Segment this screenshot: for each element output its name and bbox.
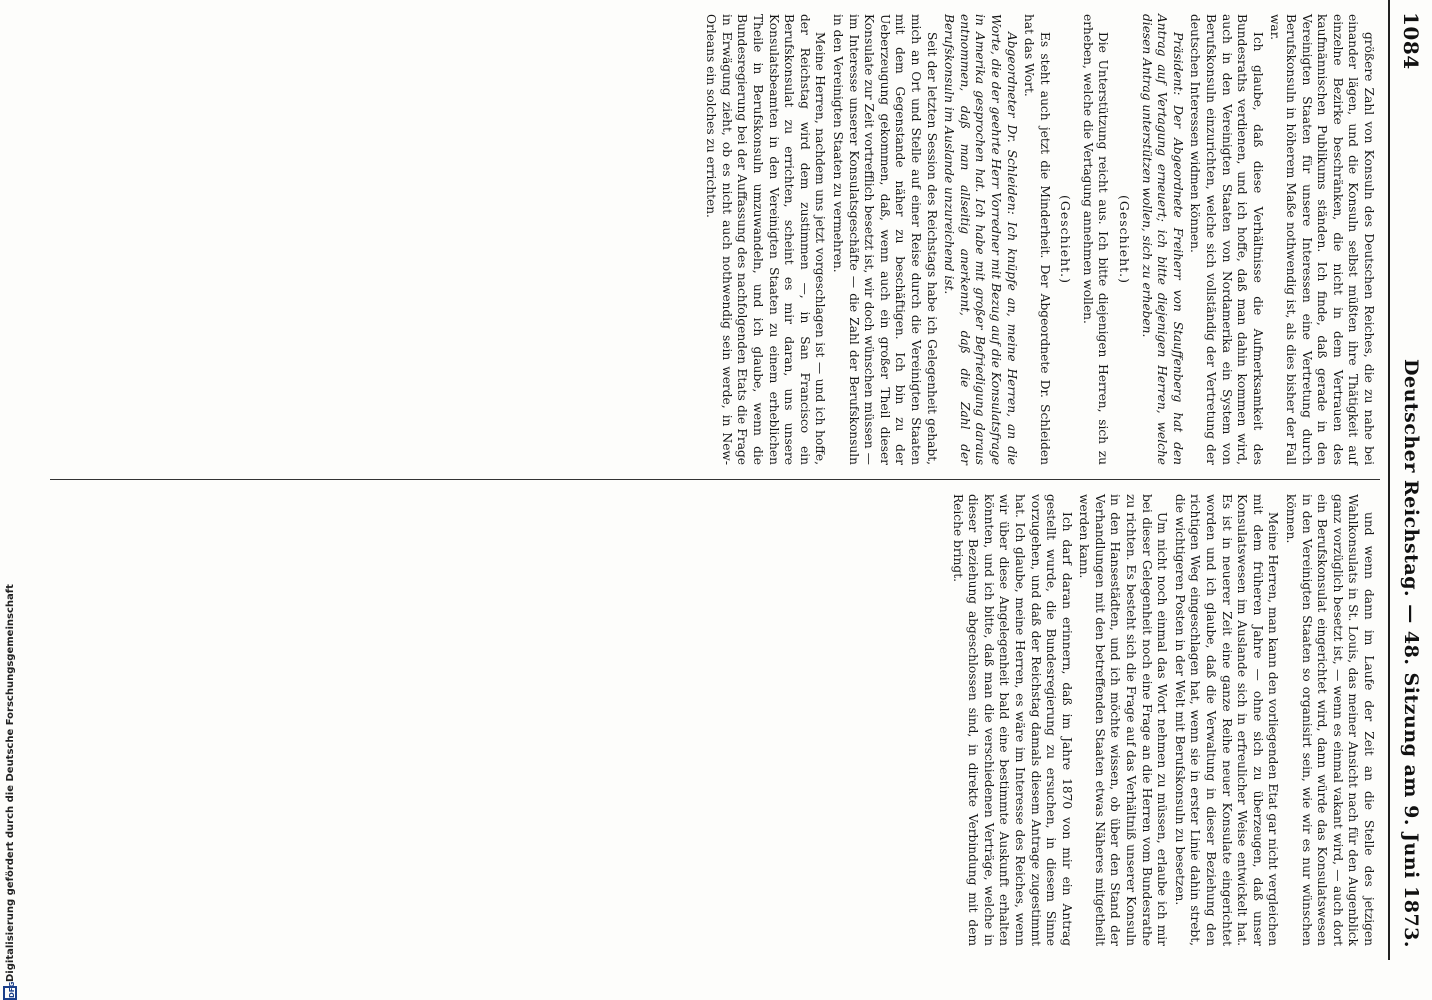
stage-direction: (Geschieht.) [1117,194,1133,285]
paragraph: Ich glaube, daß diese Verhältnisse die Aufmerksamkeit des Bundesraths verdienen, und ich hoffe, daß man dahin kommen wird, auch in den Vereinigten Staaten von Nordamerika ein System von Berufskonsuln einzurichten, welche sich vollständig der Vertretung der deutschen Interessen widmen können. [1188,14,1265,465]
stage-direction: (Geschieht.) [1058,194,1074,285]
page-header [1388,0,1432,960]
paragraph: Meine Herren, man kann den vorliegenden Etat gar nicht vergleichen mit dem früheren Jahre — ohne sich zu überzeugen, daß unser Konsulatswesen im Auslande sich in erfreulicher Weise entwickelt hat. Es ist in neuerer Zeit eine ganze Reihe neuer Konsulate eingerichtet worden und ich glaube, daß die Verwaltung in dieser Beziehung den richtigen Weg eingeschlagen hat, wenn sie in erster Linie dahin strebt, die wichtigeren Posten in der Welt mit Berufskonsuln zu besetzen. [1172,494,1281,946]
dfg-logo-icon: DFG [3,986,17,1000]
paragraph: Ich darf daran erinnern, daß im Jahre 1870 von mir ein Antrag gestellt wurde, die Bundesregierung zu ersuchen, in diesem Sinne vorzugehen, und daß der Reichstag damals diesem Antrage zugestimmt hat. Ich glaube, meine Herren, es wäre im Interesse des Reiches, wenn wir über diese Angelegenheit bald eine bestimmte Auskunft erhalten könnten, und ich bitte, daß man die verschiedenen Verträge, welche in dieser Beziehung abgeschlossen sind, in direkte Verbindung mit dem Reiche bringt. [950,494,1074,946]
right-column [50,480,1380,960]
digitization-credit [3,400,17,1000]
paragraph: Die Unterstützung reicht aus. Ich bitte diejenigen Herren, sich zu erheben, welche die Vertagung annehmen wollen. [1080,14,1111,465]
credit-text: Digitalisierung gefördert durch die Deutsche Forschungsgemeinschaft [4,584,16,982]
paragraph: Um nicht noch einmal das Wort nehmen zu müssen, erlaube ich mir bei dieser Gelegenheit noch eine Frage an die Herren vom Bundesrathe zu richten. Es besteht sich die Frage auf das Verhältniß unserer Konsuln in den Hansestädten, und ich möchte wissen, ob über den Stand der Verhandlungen mit den betreffenden Staaten etwas Näheres mitgetheilt werden kann. [1077,494,1170,946]
paragraph: Es steht auch jetzt die Minderheit. Der Abgeordnete Dr. Schleiden hat das Wort. [1022,14,1052,465]
page-number: 1084 [1399,12,1423,70]
page-running-title: Deutscher Reichstag. — 48. Sitzung am 9. Juni 1873. [1400,359,1422,948]
paragraph: und wenn dann im Laufe der Zeit an die Stelle des jetzigen Wahlkonsulats in St. Louis, das meiner Ansicht nach für den Augenblick ganz vorzüglich besetzt ist, — wenn es einmal vakant wird, — auch dort ein Berufskonsulat eingerichtet wird, dann würde das Konsulatswesen in den Vereinigten Staaten so organisirt sein, wie wir es nur wünschen können. [1284,494,1376,946]
paragraph: Abgeordneter Dr. Schleiden: Ich knüpfe an, meine Herren, an die Worte, die der geehrte Herr Vorredner mit Bezug auf die Konsulatsfrage in Amerika gesprochen hat. Ich habe mit großer Befriedigung daraus entnommen, daß man allseitig anerkennt, daß die Zahl der Berufskonsuln im Auslande unzureichend ist. [942,14,1019,465]
left-column [50,0,1380,480]
rotated-page-content [32,0,1432,960]
paragraph: größere Zahl von Konsuln des Deutschen Reiches, die zu nahe bei einander lägen, und die Konsuln selbst müßten ihre Thätigkeit auf einzelne Bezirke beschränken, die nicht in dem Vertrauen des kaufmännischen Publikums ständen. Ich finde, daß gerade in den Vereinigten Staaten für unsere Interessen eine Vertretung durch Berufskonsuln in höherem Maße nothwendig ist, als dies bisher der Fall war. [1268,14,1376,465]
paragraph: Meine Herren, nachdem uns jetzt vorgeschlagen ist — und ich hoffe, der Reichstag wird dem zustimmen —, in San Francisco ein Berufskonsulat zu errichten, scheint es mir daran, uns unsere Konsulatsbeamten in den Vereinigten Staaten zu einem erheblichen Theile in Berufskonsuln umzuwandeln, und ich glaube, wenn die Bundesregierung bei der Auffassung des nachfolgenden Etats die Frage in Erwägung zieht, ob es nicht auch nothwendig sein werde, in New-Orleans ein solches zu errichten. [704,14,828,465]
paragraph: Präsident: Der Abgeordnete Freiherr von Stauffenberg hat den Antrag auf Vertagung erneuert; ich bitte diejenigen Herren, welche diesen Antrag unterstützen wollen, sich zu erheben. [1139,14,1185,465]
text-columns [50,0,1380,960]
paragraph: Seit der letzten Session des Reichstags habe ich Gelegenheit gehabt, mich an Ort und Stelle auf einer Reise durch die Vereinigten Staaten mit dem Gegenstande näher zu beschäftigen. Ich bin zu der Ueberzeugung gekommen, daß, wenn auch ein großer Theil dieser Konsulate zur Zeit vortrefflich besetzt ist, wir doch wünschen müssen — im Interesse unserer Konsulatsgeschäfte — die Zahl der Berufskonsuln in den Vereinigten Staaten zu vermehren. [831,14,939,465]
